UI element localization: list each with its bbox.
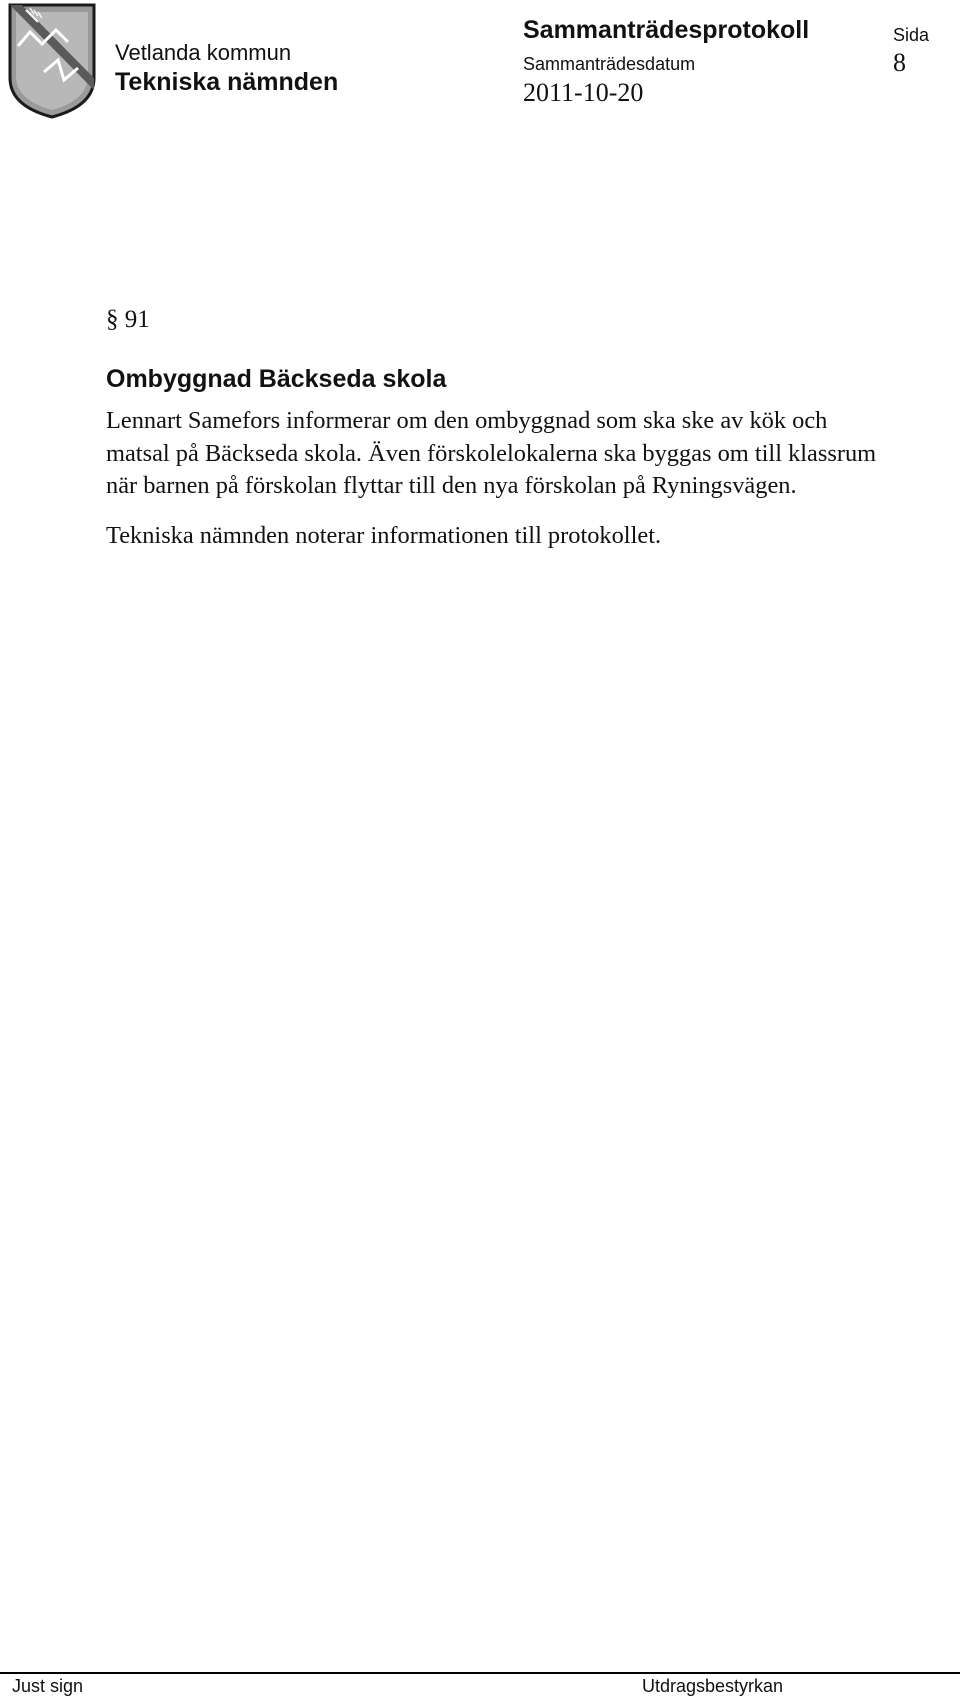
page-number: 8 xyxy=(893,48,906,77)
coat-of-arms-logo xyxy=(4,2,100,120)
meeting-date: 2011-10-20 xyxy=(523,78,644,107)
committee-name: Tekniska nämnden xyxy=(115,68,339,96)
meeting-date-label: Sammanträdesdatum xyxy=(523,54,696,74)
footer-divider xyxy=(0,1672,960,1674)
municipality-name: Vetlanda kommun xyxy=(115,40,292,65)
paragraph-number: § 91 xyxy=(106,306,150,333)
item-title: Ombyggnad Bäckseda skola xyxy=(106,365,447,393)
footer-just-sign-label: Just sign xyxy=(12,1676,84,1696)
document-type: Sammanträdesprotokoll xyxy=(523,16,810,44)
page-label: Sida xyxy=(893,25,930,45)
item-body-text: Lennart Samefors informerar om den ombyggnad som ska ske av kök och matsal på Bäckseda skola. Även förskolelokalerna ska byggas om till klassrum när barnen på förskolan flyttar till den nya förskolan på Ryningsvägen. xyxy=(106,407,877,499)
item-decision-text: Tekniska nämnden noterar informationen till protokollet. xyxy=(106,522,662,549)
footer-extract-certification-label: Utdragsbestyrkan xyxy=(642,1676,784,1696)
